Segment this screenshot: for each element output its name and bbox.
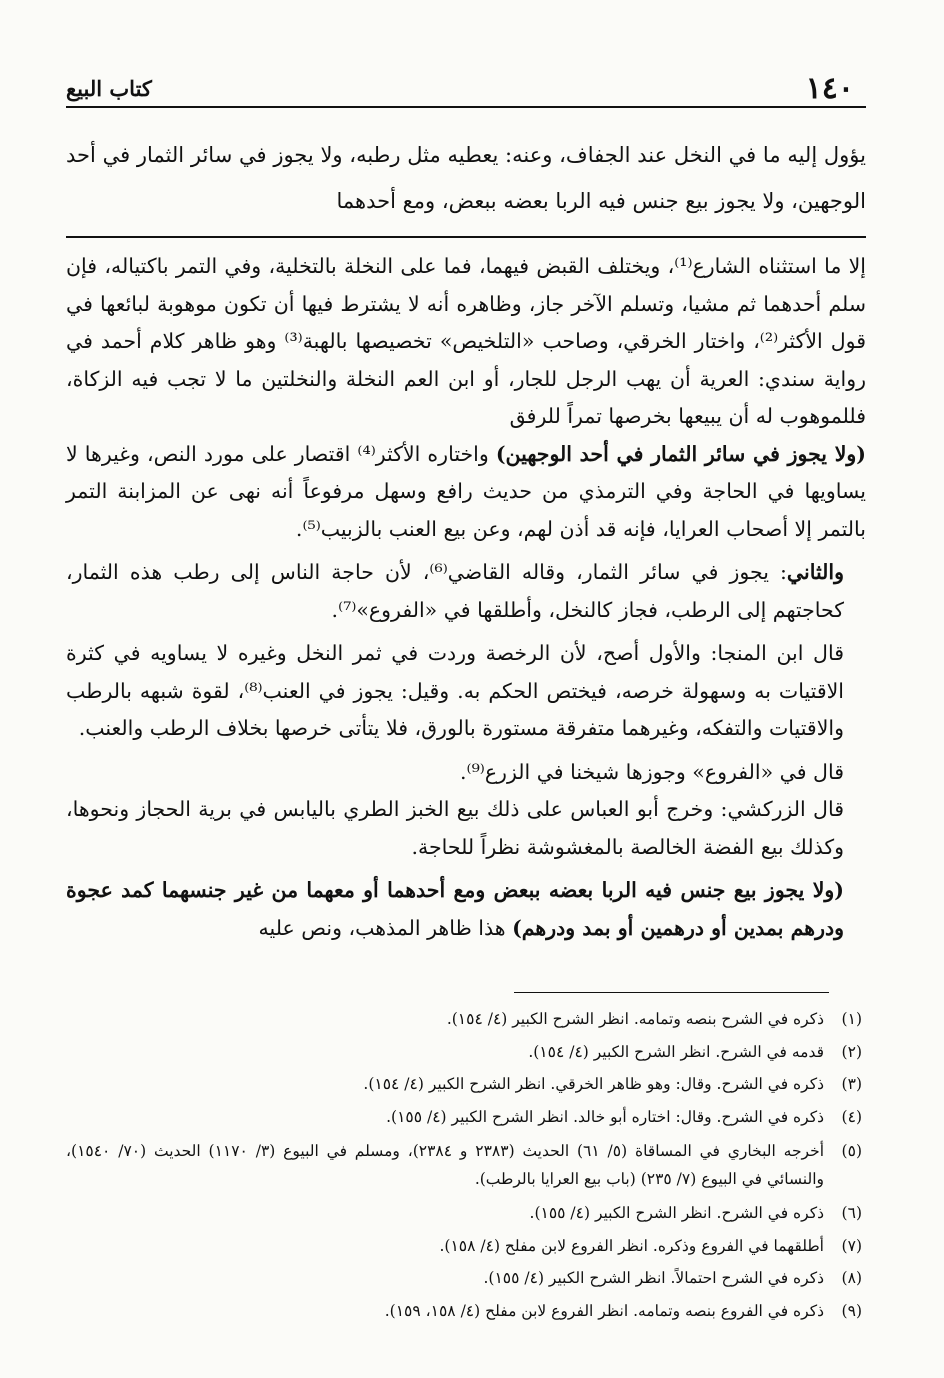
commentary-text: : يجوز في سائر الثمار، وقاله القاضي⁽⁶⁾، لأن حاجة الناس إلى رطب هذه الثمار، كحاجتهم إلى الرطب، فجاز كالنخل، وأطلقها في «الفروع»⁽⁷⁾. [66,560,844,622]
footnote-text: ذكره في الشرح احتمالاً. انظر الشرح الكبير (٤/ ١٥٥). [483,1269,824,1287]
commentary [66,248,866,947]
commentary-paragraph-7 [66,872,866,947]
quoted-matn: والثاني [786,560,844,584]
footnote-number: (٢) [841,1042,862,1061]
footnotes [66,1003,866,1327]
footnote-text: قدمه في الشرح. انظر الشرح الكبير (٤/ ١٥٤). [528,1042,824,1061]
footnote-9 [66,1295,866,1328]
footnote-text: ذكره في الشرح. وقال: اختاره أبو خالد. انظر الشرح الكبير (٤/ ١٥٥). [386,1107,824,1126]
footnote-2 [66,1036,866,1069]
footnote-separator [514,992,829,993]
footnote-8 [66,1262,866,1295]
matn-separator [66,236,866,238]
footnote-number: (٨) [841,1269,862,1287]
commentary-paragraph-3 [66,554,866,629]
footnote-number: (٤) [841,1107,862,1126]
quoted-matn: (ولا يجوز في سائر الثمار في أحد الوجهين) [495,441,866,466]
commentary-paragraph-2 [66,436,866,549]
commentary-paragraph-4: قال ابن المنجا: والأول أصح، لأن الرخصة وردت في ثمر النخل وغيره لا يساويه في كثرة الاقتيات به وسهولة خرصه، فيختص الحكم به. وقيل: يجوز في العنب⁽⁸⁾، لقوة شبهه بالرطب والاقتيات والتفكه، وغيرهما متفرقة مستورة بالورق، فلا يتأتى خرصها بخلاف الرطب والعنب. [66,641,845,740]
commentary-paragraph-5: قال في «الفروع» وجوزها شيخنا في الزرع⁽⁹⁾. [460,759,844,784]
commentary-paragraph-1: إلا ما استثناه الشارع⁽¹⁾، ويختلف القبض فيهما، فما على النخلة بالتخلية، وفي التمر باكتياله، فإن سلم أحدهما ثم مشيا، وتسلم الآخر جاز، وظاهره أنه لا يشترط فيها أن تكون موهوبة لبائعها في قول الأكثر⁽²⁾، واختار الخرقي، وصاحب «التلخيص» تخصيصها بالهبة⁽³⁾ وهو ظاهر كلام أحمد في رواية سندي: العرية أن يهب الرجل للجار، أو ابن العم النخلة والنخلتين ما لا تجب فيه الزكاة، فللموهوب له أن يبيعها بخرصها تمراً للرفق [66,254,866,428]
matn-text: يؤول إليه ما في النخل عند الجفاف، وعنه: يعطيه مثل رطبه، ولا يجوز في سائر الثمار في أحد الوجهين، ولا يجوز بيع جنس فيه الربا بعضه ببعض، ومع أحدهما [66,143,866,213]
commentary-paragraph-6: قال الزركشي: وخرج أبو العباس على ذلك بيع الخبز الطري باليابس في برية الحجاز ونحوها، وكذلك بيع الفضة الخالصة بالمغشوشة نظراً للحاجة. [66,797,844,859]
footnote-text: ذكره في الفروع بنصه وتمامه. انظر الفروع لابن مفلح (٤/ ١٥٨، ١٥٩). [384,1301,824,1320]
running-header [66,72,866,108]
footnote-text: أخرجه البخاري في المساقاة (٥/ ٦١) الحديث (٢٣٨٣ و ٢٣٨٤)، ومسلم في البيوع (٣/ ١١٧٠) الحديث (٧٠/ ١٥٤٠)، والنسائي في البيوع (٧/ ٢٣٥) (باب بيع العرايا بالرطب). [66,1142,824,1188]
footnote-text: ذكره في الشرح بنصه وتمامه. انظر الشرح الكبير (٤/ ١٥٤). [446,1010,824,1028]
quoted-matn: (ولا يجوز بيع جنس فيه الربا بعضه ببعض ومع أحدهما أو معهما من غير جنسهما كمد عجوة ودرهم بمدين أو درهمين أو بمد ودرهم) [66,878,844,940]
commentary-text: واختاره الأكثر⁽⁴⁾ اقتصار على مورد النص، وغيرها لا يساويها في الحاجة وفي الترمذي من حديث رافع وسهل مرفوعاً أنه نهى عن المزابنة التمر بالتمر إلا أصحاب العرايا، فإنه قد أذن لهم، وعن بيع العنب بالزبيب⁽⁵⁾. [66,441,866,541]
commentary-text: هذا ظاهر المذهب، ونص عليه [258,915,513,940]
footnote-number: (٧) [841,1236,862,1255]
footnote-text: ذكره في الشرح. وقال: وهو ظاهر الخرقي. انظر الشرح الكبير (٤/ ١٥٤). [363,1075,824,1093]
footnote-number: (٦) [841,1204,862,1222]
page-number: ١٤٠ [798,72,854,106]
footnote-4 [66,1101,866,1134]
footnote-7 [66,1230,866,1263]
footnote-number: (١) [841,1010,862,1028]
footnote-6 [66,1197,866,1230]
footnote-3 [66,1068,866,1101]
footnote-text: ذكره في الشرح. انظر الشرح الكبير (٤/ ١٥٥). [529,1204,824,1222]
chapter-title: كتاب البيع [66,72,160,106]
footnote-number: (٥) [841,1142,862,1160]
footnote-text: أطلقهما في الفروع وذكره. انظر الفروع لابن مفلح (٤/ ١٥٨). [439,1236,824,1255]
footnote-number: (٩) [841,1301,862,1320]
footnote-1 [66,1003,866,1036]
footnote-5 [66,1137,866,1193]
footnote-number: (٣) [841,1075,862,1093]
